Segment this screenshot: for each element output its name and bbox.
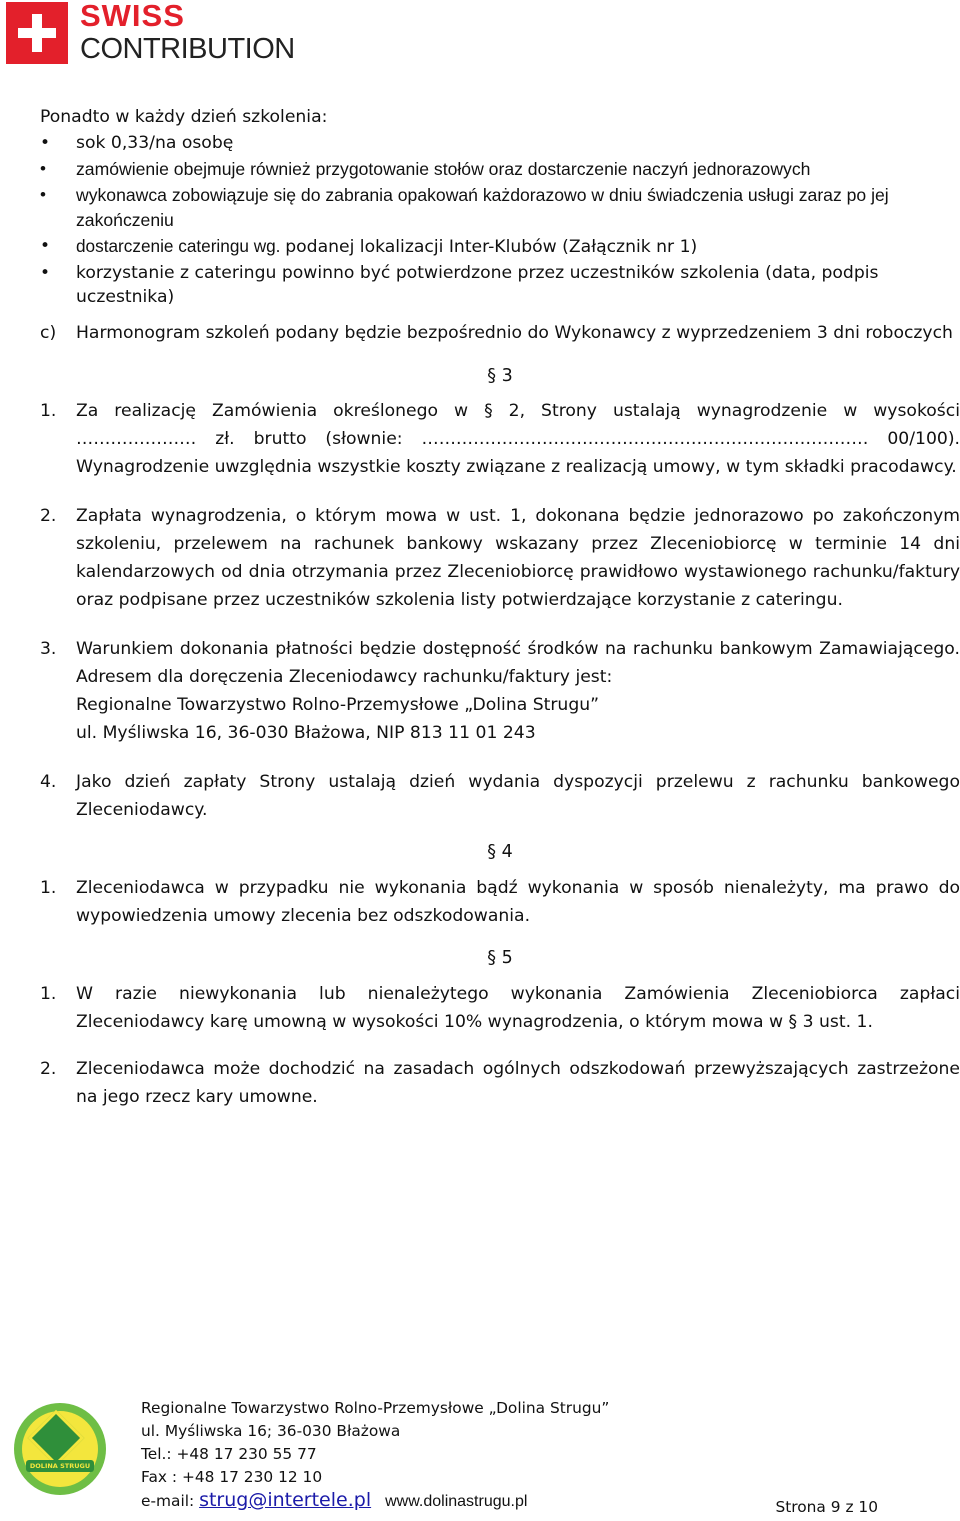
website-link[interactable]: www.dolinastrugu.pl [385, 1493, 528, 1510]
section-heading-3: § 3 [487, 366, 513, 386]
intro-line: Ponadto w każdy dzień szkolenia: [40, 107, 328, 127]
swiss-contribution-logo [6, 0, 306, 70]
logo-text-contribution: CONTRIBUTION [80, 33, 295, 65]
emblem-text: DOLINA STRUGU [29, 1462, 91, 1470]
paragraph-text: Warunkiem dokonania płatności będzie dostępność środków na rachunku bankowym Zamawiającego. Adresem dla doręczenia Zleceniodawcy rachunku/faktury jest: [76, 639, 960, 687]
paragraph-number: 2. [40, 506, 57, 526]
paragraph [40, 1055, 960, 1111]
list-item [40, 234, 960, 260]
section-heading-5: § 5 [487, 948, 513, 968]
list-item-text: zamówienie obejmuje również przygotowanie stołów oraz dostarczenie naczyń jednorazowych [76, 159, 811, 179]
footer-address: ul. Myśliwska 16; 36-030 Błażowa [141, 1422, 401, 1440]
dolina-strugu-emblem-icon [14, 1403, 106, 1495]
paragraph-number: 1. [40, 401, 57, 421]
section-heading-4: § 4 [487, 842, 513, 862]
paragraph-text: Za realizację Zamówienia określonego w § 2, Strony ustalają wynagrodzenie w wysokości ………………… zł. brutto (słownie: …………………………………………………………………… 00/100). Wynagrodzenie uwzględnia wszystkie koszty związane z realizacją umowy, w tym składki pracodawcy. [76, 401, 960, 477]
paragraph-text: Jako dzień zapłaty Strony ustalają dzień wydania dyspozycji przelewu z rachunku bankowego Zleceniodawcy. [76, 772, 960, 820]
footer-email-line [141, 1489, 609, 1513]
item-text: Harmonogram szkoleń podany będzie bezpośrednio do Wykonawcy z wyprzedzeniem 3 dni roboczych [76, 323, 953, 343]
footer-fax: Fax : +48 17 230 12 10 [141, 1468, 323, 1486]
emblem-band [26, 1460, 94, 1472]
logo-text-swiss: SWISS [80, 0, 185, 33]
paragraph-text: Zapłata wynagrodzenia, o którym mowa w ust. 1, dokonana będzie jednorazowo po zakończonym szkoleniu, przelewem na rachunek bankowy wskazany przez Zleceniobiorcę w terminie 14 dni kalendarzowych od dnia otrzymania przez Zleceniobiorcę prawidłowo wystawionego rachunku/faktury oraz podpisane przez uczestników szkolenia listy potwierdzające korzystanie z cateringu. [76, 506, 960, 610]
paragraph-number: 2. [40, 1059, 57, 1079]
page-number: Strona 9 z 10 [775, 1498, 878, 1516]
paragraph [40, 635, 960, 747]
paragraph [40, 502, 960, 614]
list-item [40, 183, 960, 232]
paragraph-text: Regionalne Towarzystwo Rolno-Przemysłowe „Dolina Strugu” [76, 695, 600, 715]
list-item-text: sok 0,33/na osobę [76, 133, 234, 153]
paragraph-number: 1. [40, 984, 57, 1004]
paragraph-text: ul. Myśliwska 16, 36-030 Błażowa, NIP 813 11 01 243 [76, 723, 536, 743]
paragraph-text: Zleceniodawca może dochodzić na zasadach ogólnych odszkodowań przewyższających zastrzeżone na jego rzecz kary umowne. [76, 1059, 960, 1107]
item-c [40, 319, 960, 347]
list-item [40, 157, 960, 182]
paragraph-number: 3. [40, 639, 57, 659]
paragraph-number: 1. [40, 878, 57, 898]
footer-tel: Tel.: +48 17 230 55 77 [141, 1445, 317, 1463]
list-item-text: wykonawca zobowiązuje się do zabrania opakowań każdorazowo w dniu świadczenia usługi zaraz po jej zakończeniu [76, 185, 889, 230]
paragraph [40, 980, 960, 1036]
list-item-text: podanej lokalizacji Inter-Klubów (Załącznik nr 1) [285, 236, 698, 257]
list-item-text: dostarczenie cateringu wg. [76, 235, 286, 256]
paragraph-text: Zleceniodawca w przypadku nie wykonania bądź wykonania w sposób nienależyty, ma prawo do wypowiedzenia umowy zlecenia bez odszkodowania. [76, 878, 960, 926]
bullet-list [40, 131, 960, 310]
paragraph-number: 4. [40, 772, 57, 792]
email-link[interactable]: strug@intertele.pl [199, 1489, 372, 1511]
footer-contact [141, 1397, 609, 1513]
list-item [40, 131, 960, 156]
footer-org: Regionalne Towarzystwo Rolno-Przemysłowe „Dolina Strugu” [141, 1399, 610, 1417]
swiss-cross-icon [6, 2, 68, 64]
paragraph [40, 874, 960, 930]
paragraph [40, 768, 960, 824]
paragraph [40, 397, 960, 481]
list-item [40, 261, 960, 310]
page-footer [0, 1395, 960, 1521]
document-body [40, 104, 960, 1111]
list-item-text: korzystanie z cateringu powinno być potwierdzone przez uczestników szkolenia (data, podpis uczestnika) [76, 262, 879, 307]
email-label: e-mail: [141, 1492, 200, 1510]
paragraph-text: W razie niewykonania lub nienależytego wykonania Zamówienia Zleceniobiorca zapłaci Zleceniodawcy karę umowną w wysokości 10% wynagrodzenia, o którym mowa w § 3 ust. 1. [76, 984, 960, 1032]
item-number: c) [40, 323, 57, 343]
